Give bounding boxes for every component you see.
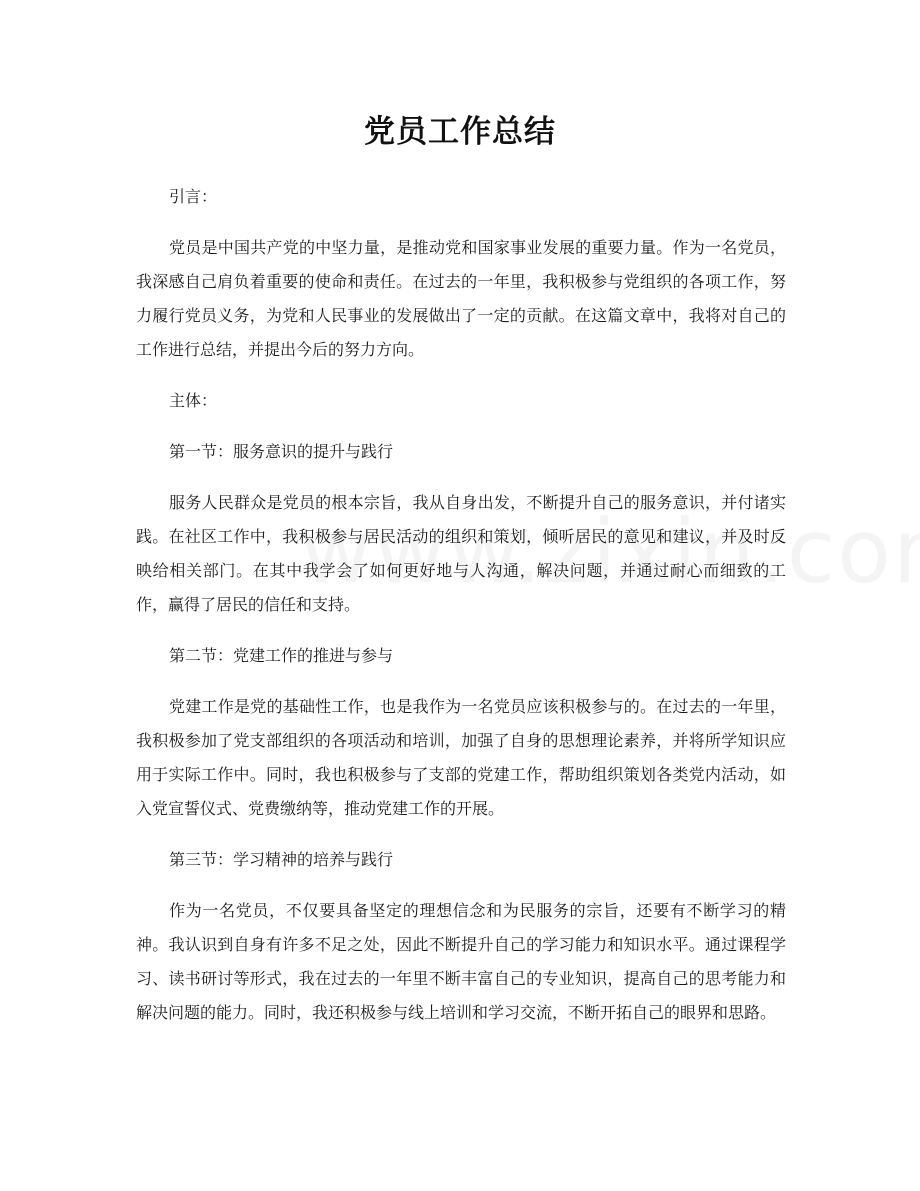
section-heading-intro: 引言：: [169, 187, 218, 206]
section-heading-2: 第二节：党建工作的推进与参与: [169, 646, 394, 665]
paragraph-section-2: 党建工作是党的基础性工作，也是我作为一名党员应该积极参与的。在过去的一年里，我积极参加了党支部组织的各项活动和培训，加强了自身的思想理论素养，并将所学知识应用于实际工作中。同时，我也积极参与了支部的党建工作，帮助组织策划各类党内活动，如入党宣誓仪式、党费缴纳等，推动党建工作的开展。: [136, 697, 786, 818]
document-body: [136, 180, 786, 1047]
section-heading-3: 第三节：学习精神的培养与践行: [169, 850, 394, 869]
section-heading-main: 主体：: [169, 391, 218, 410]
document-title: 党员工作总结: [364, 114, 556, 150]
paragraph-section-3: 作为一名党员，不仅要具备坚定的理想信念和为民服务的宗旨，还要有不断学习的精神。我认识到自身有许多不足之处，因此不断提升自己的学习能力和知识水平。通过课程学习、读书研讨等形式，我在过去的一年里不断丰富自己的专业知识，提高自己的思考能力和解决问题的能力。同时，我还积极参与线上培训和学习交流，不断开拓自己的眼界和思路。: [136, 901, 786, 1022]
paragraph-intro: 党员是中国共产党的中坚力量，是推动党和国家事业发展的重要力量。作为一名党员，我深感自己肩负着重要的使命和责任。在过去的一年里，我积极参与党组织的各项工作，努力履行党员义务，为党和人民事业的发展做出了一定的贡献。在这篇文章中，我将对自己的工作进行总结，并提出今后的努力方向。: [136, 238, 786, 359]
paragraph-section-1: 服务人民群众是党员的根本宗旨，我从自身出发，不断提升自己的服务意识，并付诸实践。在社区工作中，我积极参与居民活动的组织和策划，倾听居民的意见和建议，并及时反映给相关部门。在其中我学会了如何更好地与人沟通，解决问题，并通过耐心而细致的工作，赢得了居民的信任和支持。: [136, 493, 786, 614]
section-heading-1: 第一节：服务意识的提升与践行: [169, 442, 394, 461]
